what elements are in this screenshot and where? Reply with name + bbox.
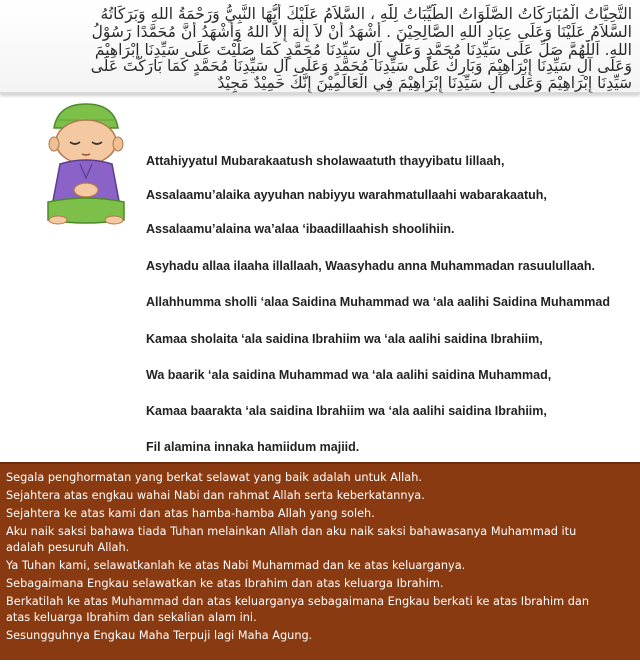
latin-line-5: Allahhumma sholli ‘alaa Saidina Muhammad wa ‘ala aalihi Saidina Muhammad: [146, 295, 611, 309]
translation-line-5: adalah pesuruh Allah.: [6, 541, 130, 554]
latin-line-8: Kamaa baarakta ‘ala saidina Ibrahiim wa ‘ala aalihi saidina Ibrahiim,: [146, 404, 547, 418]
latin-line-4: Asyhadu allaa ilaaha illallaah, Waasyhadu anna Muhammadan rasuulullaah.: [146, 259, 595, 273]
arabic-line-2: السَّلاَمُ عَلَيْنَا وَعَلَى عِبَادِ اللهِ الصَّالِحِيْنَ . أَشْهَدُ أَنْ لاَ إِلٰهَ إِلاَّ اللهُ وَأَشْهَدُ أَنَّ مُحَمَّدًا رَسُوْلُ: [91, 23, 632, 41]
arabic-text-panel: [0, 0, 640, 94]
translation-line-9: atas keluarga Ibrahim dan sekalian alam ini.: [6, 611, 257, 624]
translation-line-6: Ya Tuhan kami, selawatkanlah ke atas Nabi Muhammad dan ke atas keluarganya.: [6, 559, 466, 572]
translation-line-10: Sesungguhnya Engkau Maha Terpuji lagi Maha Agung.: [6, 629, 313, 642]
arabic-line-5: سَيِّدِنَا إِبْرَاهِيْمَ وَعَلَى آلِ سَيِّدِنَا إِبْرَاهِيْمَ فِي الْعَالَمِيْنَ إِنَّكَ حَمِيْدٌ مَجِيْدٌ: [217, 74, 632, 92]
latin-line-2: Assalaamu’alaika ayyuhan nabiyyu warahmatullaahi wabarakaatuh,: [146, 188, 547, 202]
praying-boy-icon: [44, 98, 128, 226]
arabic-line-1: التَّحِيَّاتُ الْمُبَارَكَاتُ الصَّلَوَاتُ الطَّيِّبَاتُ لِلّٰهِ ، السَّلاَمُ عَلَيْكَ أَيُّهَا النَّبِيُّ وَرَحْمَةُ اللهِ وَبَرَكَاتُهُ: [100, 5, 632, 23]
arabic-line-4: وَعَلَى آلِ سَيِّدِنَا إِبْرَاهِيْمَ وَبَارِكْ عَلَى سَيِّدِنَا مُحَمَّدٍ وَعَلَى آلِ سَيِّدِنَا مُحَمَّدٍ كَمَا بَارَكْتَ عَلَى: [90, 57, 632, 75]
translation-line-7: Sebagaimana Engkau selawatkan ke atas Ibrahim dan atas keluarga Ibrahim.: [6, 577, 444, 590]
translation-line-4: Aku naik saksi bahawa tiada Tuhan melainkan Allah dan aku naik saksi bahawasanya Muhammad itu: [6, 525, 577, 538]
translation-line-8: Berkatilah ke atas Muhammad dan atas keluarganya sebagaimana Engkau berkati ke atas Ibrahim dan: [6, 595, 589, 608]
arabic-line-3: اللهِ. اَللّٰهُمَّ صَلِّ عَلَى سَيِّدِنَا مُحَمَّدٍ وَعَلَى آلِ سَيِّدِنَا مُحَمَّدٍ كَمَا صَلَّيْتَ عَلَى سَيِّدِنَا إِبْرَاهِيْمَ: [94, 41, 632, 59]
translation-line-1: Segala penghormatan yang berkat selawat yang baik adalah untuk Allah.: [6, 471, 422, 484]
latin-line-9: Fil alamina innaka hamiidum majiid.: [146, 440, 360, 454]
latin-line-7: Wa baarik ‘ala saidina Muhammad wa ‘ala aalihi saidina Muhammad,: [146, 368, 552, 382]
translation-line-2: Sejahtera atas engkau wahai Nabi dan rahmat Allah serta keberkatannya.: [6, 489, 425, 502]
latin-line-1: Attahiyyatul Mubarakaatush sholawaatuth thayyibatu lillaah,: [146, 154, 505, 168]
translation-line-3: Sejahtera ke atas kami dan atas hamba-hamba Allah yang soleh.: [6, 507, 375, 520]
latin-line-6: Kamaa sholaita ‘ala saidina Ibrahiim wa ‘ala aalihi saidina Ibrahiim,: [146, 332, 543, 346]
translation-panel: [0, 462, 640, 660]
latin-line-3: Assalaamu’alaina wa’alaa ‘ibaadillaahish shoolihiin.: [146, 222, 455, 236]
